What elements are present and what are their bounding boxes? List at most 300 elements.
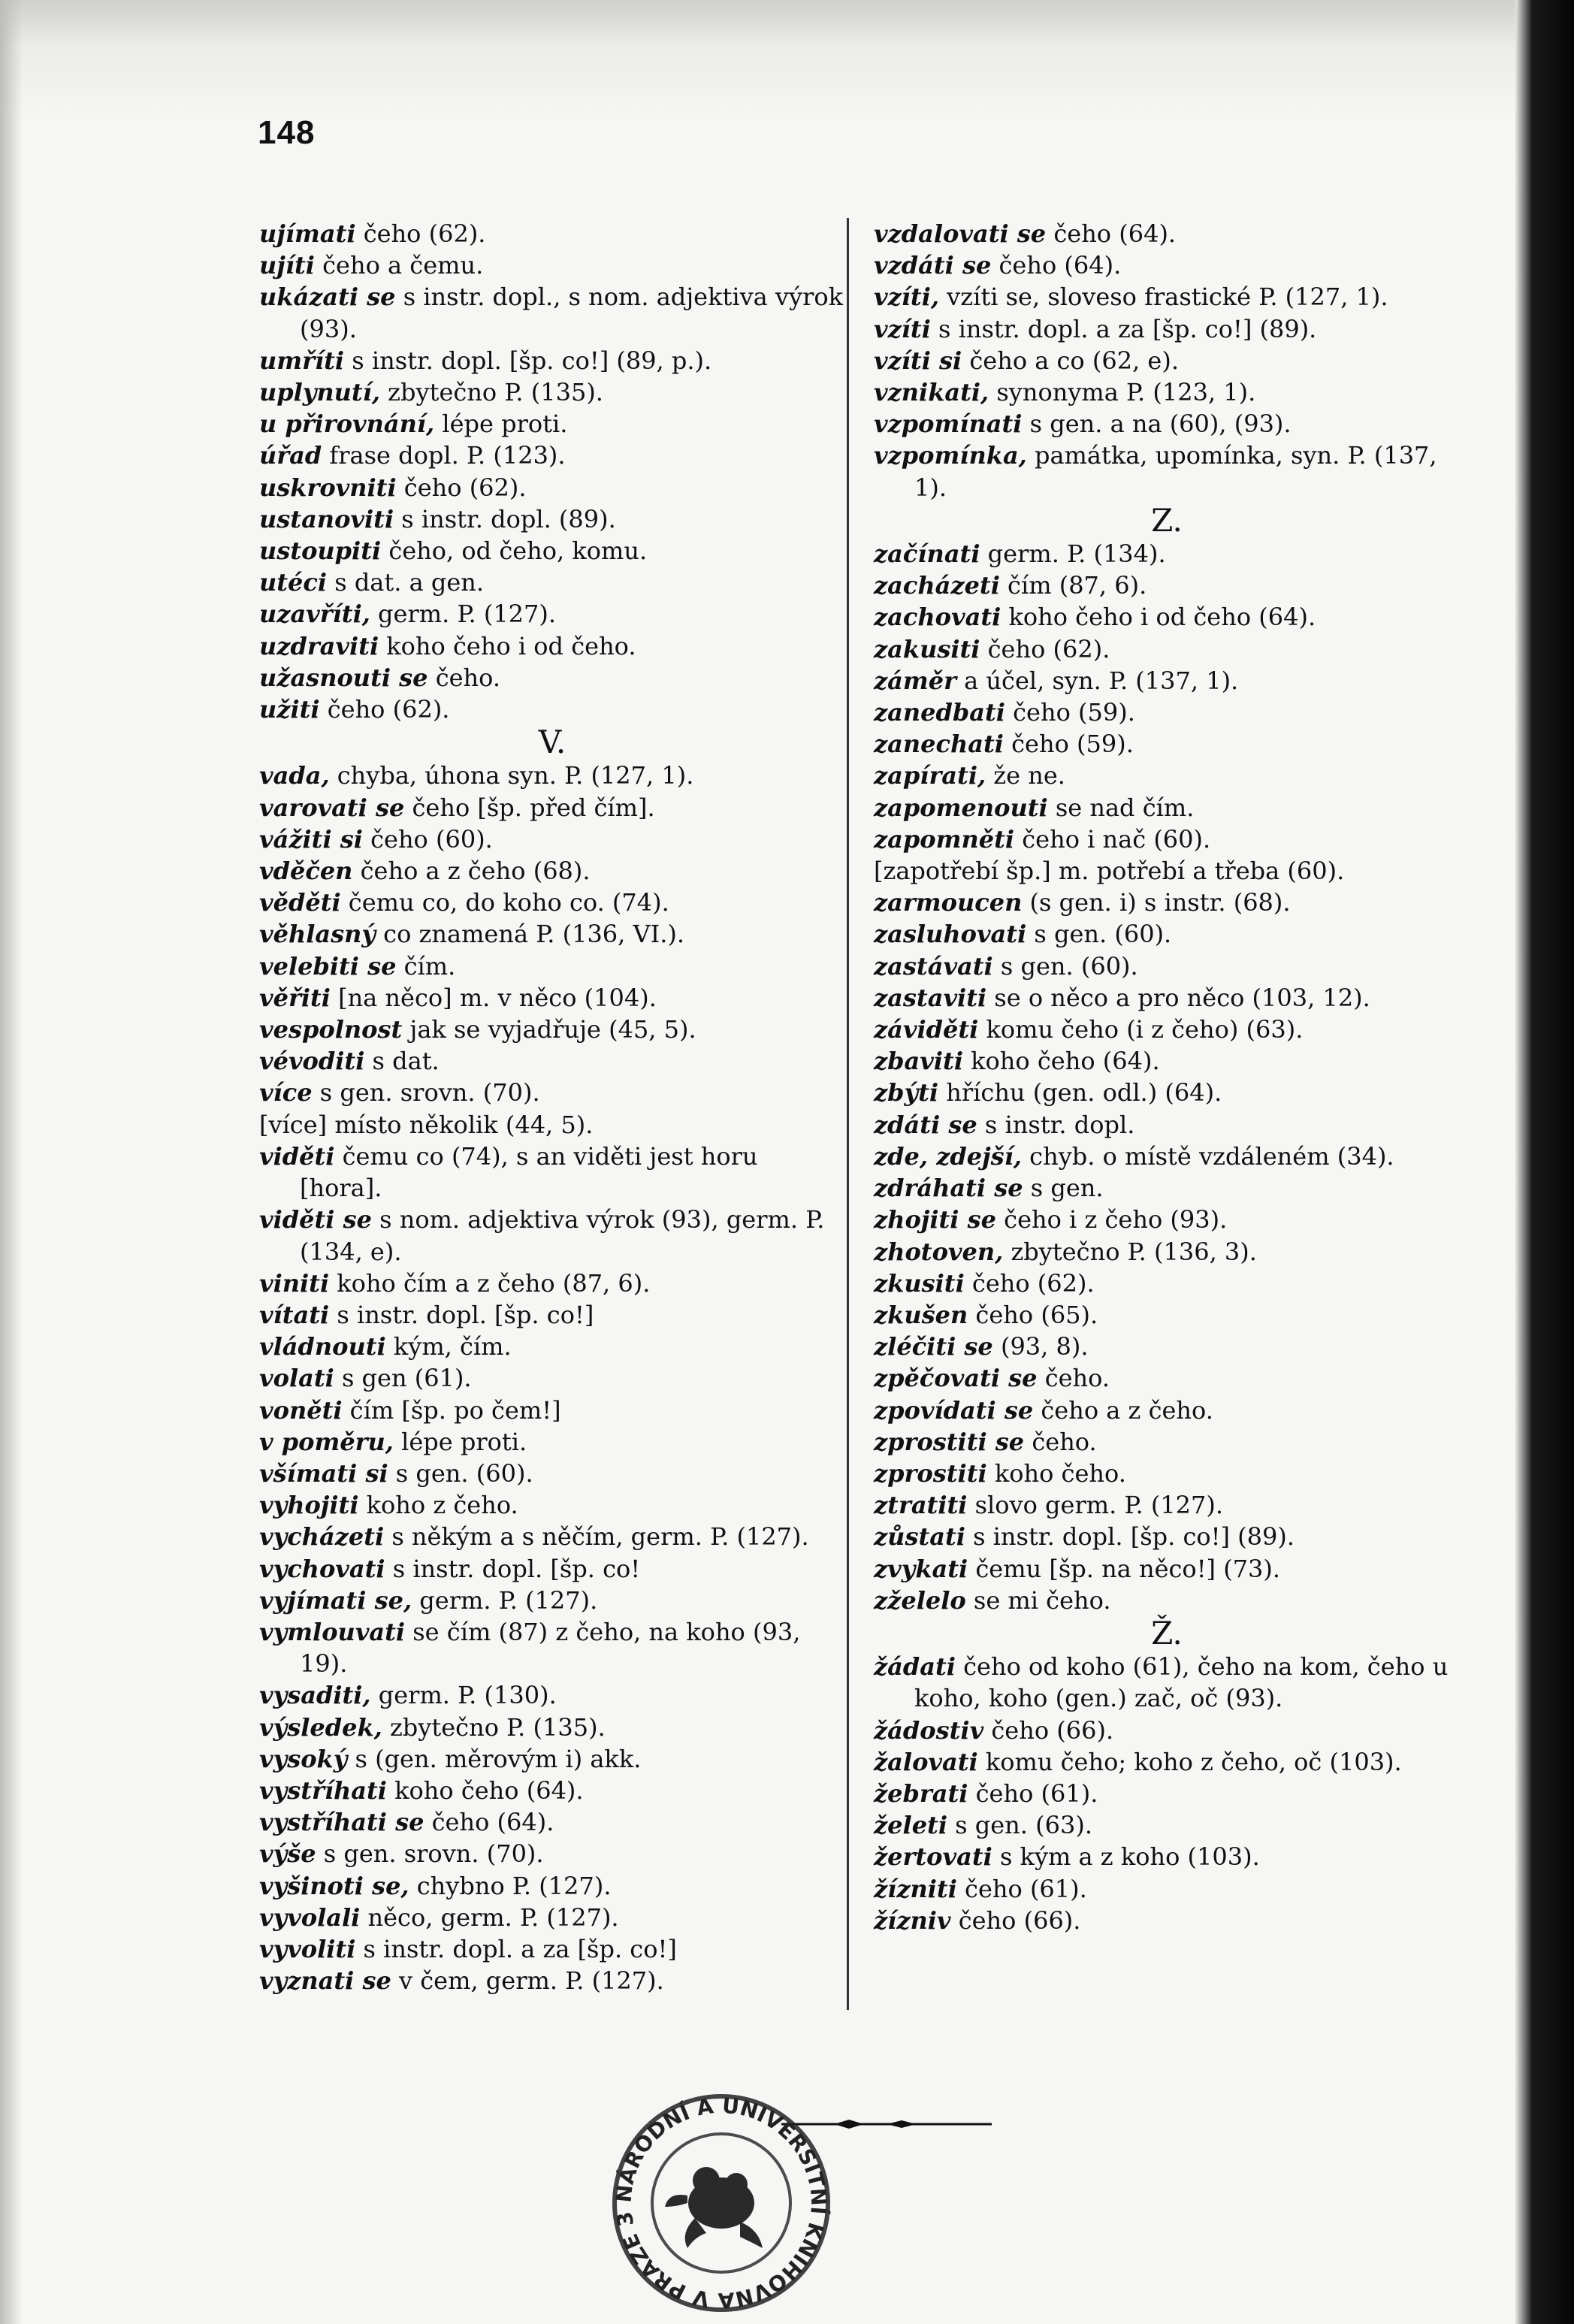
entry-text: hříchu (gen. odl.) (64). (938, 1078, 1222, 1108)
entry-text: čeho (66). (950, 1905, 1081, 1935)
entry-text: čeho (61). (956, 1874, 1087, 1903)
entry-headword: uskrovniti (259, 473, 397, 502)
dictionary-entry (874, 1426, 1460, 1458)
entry-headword: vyšinoti se, (259, 1871, 409, 1900)
entry-text: čím [šp. po čem!] (342, 1395, 561, 1425)
dictionary-entry (259, 1521, 845, 1552)
entry-text: s někým a s něčím, germ. P. (127). (384, 1522, 809, 1552)
entry-headword: vystříhati (259, 1775, 387, 1805)
dictionary-entry (259, 694, 845, 725)
entry-headword: varovati se (259, 793, 405, 822)
entry-headword: vyhojiti (259, 1491, 359, 1520)
right-column (874, 218, 1460, 1936)
dictionary-entry (874, 1905, 1460, 1936)
entry-headword: vzpomínka, (874, 441, 1027, 470)
entry-text: čeho (59). (1005, 698, 1135, 727)
entry-text: čeho. (1024, 1427, 1097, 1456)
dictionary-entry (259, 249, 845, 281)
dictionary-entry (874, 281, 1460, 313)
dictionary-entry (259, 792, 845, 824)
entry-text: frase dopl. P. (123). (322, 441, 566, 470)
entry-headword: žízniv (874, 1905, 951, 1935)
dictionary-entry (874, 950, 1460, 982)
entry-headword: zkušen (874, 1300, 968, 1329)
entry-headword: zpovídati se (874, 1395, 1034, 1425)
entry-text: kým, čím. (385, 1332, 512, 1361)
entry-text: čeho a z čeho (68). (352, 857, 591, 886)
entry-headword: vycházeti (259, 1522, 385, 1552)
dictionary-entry (259, 824, 845, 855)
entry-headword: zůstati (874, 1522, 965, 1552)
entry-headword: zanechati (874, 730, 1004, 759)
entry-headword: žízniti (874, 1874, 957, 1903)
entry-text: (s gen. i) s instr. (68). (1022, 888, 1291, 917)
dictionary-entry (874, 1331, 1460, 1362)
entry-headword: vzdalovati se (874, 219, 1047, 248)
entry-text: čím. (396, 951, 456, 981)
entry-headword: ukázati se (259, 283, 396, 312)
entry-text: koho čeho (64). (386, 1775, 584, 1805)
entry-text: zbytečno P. (135). (382, 1712, 606, 1742)
dictionary-entry (874, 855, 1460, 887)
entry-headword: vada, (259, 761, 330, 790)
entry-text: jak se vyjadřuje (45, 5). (402, 1015, 696, 1044)
entry-text: něco, germ. P. (127). (360, 1902, 619, 1932)
entry-text: čeho. (427, 663, 501, 692)
entry-headword: vyjímati se, (259, 1585, 412, 1615)
entry-text: čemu [šp. na něco!] (73). (968, 1554, 1281, 1583)
dictionary-entry (259, 535, 845, 567)
entry-headword: zapomenouti (874, 793, 1048, 822)
entry-text: s instr. dopl. [šp. co! (385, 1554, 641, 1583)
entry-headword: vážiti si (259, 824, 363, 854)
dictionary-entry (874, 728, 1460, 760)
entry-headword: ustoupiti (259, 536, 382, 566)
entry-text: čeho (65). (968, 1300, 1098, 1329)
entry-text: s dat. a gen. (327, 568, 485, 597)
entry-headword: žertovati (874, 1842, 992, 1872)
dictionary-entry (259, 1331, 845, 1362)
dictionary-entry (259, 982, 845, 1014)
entry-headword: vyvoliti (259, 1934, 356, 1963)
entry-text: koho čeho i od čeho. (379, 631, 636, 660)
entry-text: čeho (60). (362, 824, 493, 854)
entry-text: germ. P. (127). (412, 1585, 598, 1615)
dictionary-entry (259, 1933, 845, 1965)
section-letter: Ž. (1151, 1614, 1183, 1652)
entry-text: čím (87, 6). (999, 571, 1147, 600)
dictionary-entry (259, 1141, 845, 1204)
entry-headword: záměr (874, 666, 956, 695)
dictionary-entry (259, 281, 845, 344)
entry-text: s instr. dopl. a za [šp. co!] (355, 1934, 677, 1963)
dictionary-entry (874, 345, 1460, 376)
dictionary-entry (259, 1395, 845, 1426)
entry-text: chybno P. (127). (409, 1871, 612, 1900)
entry-headword: zde, zdejší, (874, 1141, 1022, 1171)
entry-headword: zbýti (874, 1078, 939, 1108)
entry-text: s gen. (1023, 1174, 1104, 1203)
dictionary-entry (259, 1077, 845, 1108)
dictionary-entry (259, 1965, 845, 1996)
dictionary-entry (874, 313, 1460, 345)
dictionary-entry (259, 1775, 845, 1806)
dictionary-entry (259, 1902, 845, 1933)
entry-headword: vzíti si (874, 346, 962, 375)
entry-headword: želeti (874, 1811, 947, 1840)
entry-text: čeho (62). (319, 695, 450, 724)
entry-text: s gen. srovn. (70). (312, 1078, 540, 1108)
dictionary-entry (259, 345, 845, 376)
entry-text: a účel, syn. P. (137, 1). (956, 666, 1239, 695)
entry-headword: velebiti se (259, 951, 397, 981)
dictionary-entry (874, 792, 1460, 824)
entry-headword: voněti (259, 1395, 343, 1425)
entry-headword: vévoditi (259, 1047, 365, 1076)
entry-headword: uzdraviti (259, 631, 379, 660)
dictionary-entry (259, 1806, 845, 1838)
dictionary-entry (259, 1109, 845, 1141)
dictionary-entry (874, 1172, 1460, 1204)
entry-headword: zpěčovati se (874, 1364, 1038, 1393)
entry-headword: zželelo (874, 1585, 966, 1615)
entry-text: koho čeho. (986, 1458, 1126, 1488)
dictionary-entry (874, 1362, 1460, 1394)
entry-text: se o něco a pro něco (103, 12). (986, 983, 1370, 1012)
entry-text: s instr. dopl. [šp. co!] (329, 1300, 594, 1329)
entry-headword: zvykati (874, 1554, 968, 1583)
entry-text: chyb. o místě vzdáleném (34). (1021, 1141, 1394, 1171)
page-number: 148 (258, 114, 316, 151)
entry-text: koho z čeho. (358, 1491, 518, 1520)
entry-text: čeho (62). (355, 219, 486, 248)
dictionary-entry (874, 633, 1460, 665)
entry-text: čemu co, do koho co. (74). (340, 888, 669, 917)
entry-text: koho čím a z čeho (87, 6). (329, 1268, 651, 1298)
entry-headword: žebrati (874, 1779, 968, 1808)
dictionary-entry (874, 887, 1460, 918)
dictionary-entry (874, 1778, 1460, 1809)
entry-headword: zhotoven, (874, 1237, 1004, 1266)
entry-text: čeho a z čeho. (1033, 1395, 1213, 1425)
dictionary-entry (874, 1489, 1460, 1521)
entry-text: s gen. srovn. (70). (316, 1839, 544, 1869)
entry-headword: žádati (874, 1652, 956, 1682)
entry-headword: uplynutí, (259, 378, 380, 407)
dictionary-entry (259, 1204, 845, 1267)
entry-text: čeho i z čeho (93). (995, 1205, 1228, 1235)
dictionary-entry (259, 218, 845, 249)
entry-headword: ztratiti (874, 1491, 968, 1520)
dictionary-entry (874, 1458, 1460, 1489)
entry-text: zbytečno P. (135). (380, 378, 603, 407)
dictionary-entry (874, 1521, 1460, 1552)
entry-headword: ustanoviti (259, 504, 394, 533)
entry-text: zbytečno P. (136, 3). (1003, 1237, 1257, 1266)
dictionary-entry (874, 918, 1460, 950)
entry-headword: vychovati (259, 1554, 385, 1583)
entry-text: čeho, od čeho, komu. (381, 536, 648, 566)
entry-headword: vítati (259, 1300, 330, 1329)
entry-headword: vzíti, (874, 283, 939, 312)
entry-headword: zacházeti (874, 571, 1000, 600)
entry-text: s gen. (63). (947, 1811, 1092, 1840)
entry-text: [více] místo několik (44, 5). (259, 1110, 594, 1139)
entry-text: čeho (62). (980, 634, 1110, 663)
section-letter: V. (538, 724, 566, 761)
entry-text: lépe proti. (434, 409, 568, 439)
dictionary-entry (874, 538, 1460, 570)
entry-headword: vděčen (259, 857, 353, 886)
dictionary-entry (874, 1141, 1460, 1172)
lion-emblem-icon (665, 2167, 763, 2248)
entry-headword: viniti (259, 1268, 330, 1298)
dictionary-entry (874, 218, 1460, 249)
dictionary-entry (874, 1077, 1460, 1108)
entry-headword: zprostiti se (874, 1427, 1025, 1456)
entry-text: čeho od koho (61), čeho na kom, čeho u koho, koho (gen.) zač, oč (93). (914, 1652, 1449, 1713)
entry-headword: zakusiti (874, 634, 980, 663)
entry-text: s instr. dopl. [šp. co!] (89, p.). (344, 346, 712, 375)
entry-text: s gen (61). (334, 1364, 472, 1393)
dictionary-entry (259, 1299, 845, 1331)
dictionary-entry (259, 376, 845, 408)
dictionary-entry (874, 1045, 1460, 1077)
entry-headword: užasnouti se (259, 663, 428, 692)
entry-headword: zkusiti (874, 1268, 965, 1298)
entry-text: čeho (66). (983, 1715, 1114, 1745)
entry-headword: zapírati, (874, 761, 986, 790)
section-letter: Z. (1151, 501, 1183, 539)
entry-text: čeho a čemu. (314, 251, 484, 280)
dictionary-entry (259, 598, 845, 630)
dictionary-entry (259, 1712, 845, 1743)
entry-headword: výše (259, 1839, 316, 1869)
dictionary-entry (874, 1809, 1460, 1841)
entry-headword: výsledek, (259, 1712, 382, 1742)
library-stamp (597, 2090, 845, 2316)
entry-text: lépe proti. (393, 1427, 527, 1456)
entry-headword: více (259, 1078, 313, 1108)
dictionary-entry (874, 1746, 1460, 1778)
entry-text: s instr. dopl., s nom. adjektiva výrok (93). (300, 283, 844, 343)
dictionary-entry (259, 918, 845, 950)
dictionary-entry (874, 1873, 1460, 1905)
entry-text: s instr. dopl. a za [šp. co!] (89). (930, 314, 1317, 343)
entry-text: čeho (62). (396, 473, 527, 502)
entry-text: čeho (64). (1046, 219, 1177, 248)
entry-text: čeho. (1037, 1364, 1110, 1393)
entry-text: germ. P. (134). (980, 539, 1166, 569)
entry-headword: vysoký (259, 1744, 348, 1773)
entry-text: že ne. (986, 761, 1065, 790)
dictionary-entry (874, 1651, 1460, 1714)
dictionary-entry (874, 408, 1460, 440)
stamp-text: NÁRODNÍ A UNIVERSITNÍ KNIHOVNA V PRAZE 3 (611, 2093, 832, 2313)
dictionary-entry (259, 887, 845, 918)
entry-headword: začínati (874, 539, 980, 569)
entry-headword: vládnouti (259, 1332, 386, 1361)
dictionary-entry (874, 570, 1460, 601)
dictionary-entry (874, 665, 1460, 697)
dictionary-entry (259, 1014, 845, 1045)
entry-headword: vymlouvati (259, 1617, 406, 1646)
entry-headword: všímati si (259, 1458, 388, 1488)
entry-text: slovo germ. P. (127). (967, 1491, 1224, 1520)
entry-headword: volati (259, 1364, 334, 1393)
dictionary-entry (259, 1870, 845, 1902)
dictionary-entry (874, 376, 1460, 408)
dictionary-entry (259, 950, 845, 982)
entry-headword: zprostiti (874, 1458, 987, 1488)
entry-headword: žalovati (874, 1747, 978, 1776)
entry-text: čeho a co (62, e). (962, 346, 1179, 375)
entry-text: čeho (59). (1003, 730, 1134, 759)
entry-headword: vysaditi, (259, 1681, 371, 1710)
dictionary-entry (259, 1585, 845, 1616)
entry-text: s gen. (60). (1026, 920, 1172, 949)
dictionary-entry (874, 824, 1460, 855)
dictionary-entry (259, 1268, 845, 1299)
entry-headword: zanedbati (874, 698, 1005, 727)
entry-text: čemu co (74), s an viděti jest horu [hora]. (300, 1141, 758, 1203)
entry-text: s gen. (60). (992, 951, 1138, 981)
dictionary-entry (874, 1553, 1460, 1585)
entry-text: co znamená P. (136, VI.). (375, 920, 685, 949)
entry-text: čeho i nač (60). (1014, 824, 1211, 854)
dictionary-entry (874, 1268, 1460, 1299)
entry-headword: zléčiti se (874, 1332, 993, 1361)
entry-headword: zasluhovati (874, 920, 1027, 949)
entry-headword: zachovati (874, 603, 1001, 632)
entry-headword: věděti (259, 888, 341, 917)
entry-headword: zhojiti se (874, 1205, 996, 1235)
dictionary-entry (259, 1362, 845, 1394)
entry-headword: vyvolali (259, 1902, 361, 1932)
entry-headword: vznikati, (874, 378, 989, 407)
dictionary-entry (259, 440, 845, 471)
dictionary-entry (874, 760, 1460, 791)
entry-headword: vzpomínati (874, 409, 1023, 439)
entry-text: s gen. a na (60), (93). (1022, 409, 1292, 439)
left-column (259, 218, 845, 1996)
dictionary-entry (259, 472, 845, 503)
entry-headword: věhlasný (259, 920, 376, 949)
dictionary-entry (259, 1458, 845, 1489)
entry-headword: věřiti (259, 983, 331, 1012)
dictionary-entry (874, 982, 1460, 1014)
entry-headword: vzdáti se (874, 251, 992, 280)
entry-headword: zarmoucen (874, 888, 1023, 917)
entry-headword: vystříhati se (259, 1808, 424, 1837)
entry-headword: zastaviti (874, 983, 987, 1012)
entry-headword: v poměru, (259, 1427, 394, 1456)
entry-text: s nom. adjektiva výrok (93), germ. P. (134, e). (300, 1205, 825, 1266)
entry-headword: utéci (259, 568, 328, 597)
entry-headword: vzíti (874, 314, 931, 343)
column-divider (847, 218, 849, 2010)
entry-text: s instr. dopl. [šp. co!] (89). (965, 1522, 1295, 1552)
dictionary-entry (874, 1395, 1460, 1426)
dictionary-entry (259, 662, 845, 694)
dictionary-entry (874, 601, 1460, 633)
entry-headword: úřad (259, 441, 322, 470)
entry-text: čeho [šp. před čím]. (404, 793, 655, 822)
dictionary-entry (259, 408, 845, 440)
entry-text: [zapotřebí šp.] m. potřebí a třeba (60). (874, 857, 1345, 886)
entry-text: čeho (62). (964, 1268, 1095, 1298)
entry-headword: viděti (259, 1141, 335, 1171)
dictionary-entry (259, 567, 845, 598)
book-binding-edge (1515, 0, 1574, 2324)
dictionary-entry (874, 1204, 1460, 1235)
entry-text: komu čeho (i z čeho) (63). (978, 1015, 1304, 1044)
entry-text: germ. P. (130). (370, 1681, 557, 1710)
entry-headword: zdáti se (874, 1110, 977, 1139)
entry-headword: ujíti (259, 251, 315, 280)
page-left-edge (0, 0, 23, 2324)
entry-text: s (gen. měrovým i) akk. (347, 1744, 642, 1773)
entry-headword: zastávati (874, 951, 993, 981)
entry-text: s kým a z koho (103). (992, 1842, 1260, 1872)
entry-headword: žádostiv (874, 1715, 984, 1745)
entry-text: se čím (87) z čeho, na koho (93, 19). (300, 1617, 801, 1679)
entry-text: čeho (64). (424, 1808, 554, 1837)
dictionary-entry (259, 1426, 845, 1458)
entry-headword: zapomněti (874, 824, 1015, 854)
entry-headword: umříti (259, 346, 345, 375)
entry-headword: ujímati (259, 219, 356, 248)
entry-headword: zbaviti (874, 1047, 963, 1076)
dictionary-entry (874, 1841, 1460, 1872)
entry-headword: vyznati se (259, 1966, 391, 1996)
dictionary-entry (259, 1838, 845, 1869)
dictionary-entry (259, 1489, 845, 1521)
entry-text: koho čeho (64). (962, 1047, 1160, 1076)
dictionary-entry (874, 1014, 1460, 1045)
dictionary-entry (874, 440, 1460, 503)
entry-headword: uzavříti, (259, 600, 370, 629)
dictionary-entry (874, 1109, 1460, 1141)
dictionary-entry (259, 1045, 845, 1077)
dictionary-entry (259, 1743, 845, 1775)
dictionary-entry (259, 1679, 845, 1711)
entry-text: (93, 8). (992, 1332, 1089, 1361)
dictionary-entry (874, 697, 1460, 728)
entry-text: s instr. dopl. (977, 1110, 1135, 1139)
entry-text: památka, upomínka, syn. P. (137, 1). (914, 441, 1437, 502)
dictionary-entry (259, 630, 845, 662)
dictionary-entry (874, 1715, 1460, 1746)
entry-text: čeho (61). (968, 1779, 1098, 1808)
dictionary-entry (259, 855, 845, 887)
dictionary-entry (259, 503, 845, 535)
entry-headword: užiti (259, 695, 320, 724)
dictionary-entry (259, 1553, 845, 1585)
dictionary-entry (259, 760, 845, 791)
dictionary-entry (874, 1299, 1460, 1331)
dictionary-entry (874, 1236, 1460, 1268)
dictionary-entry (259, 1616, 845, 1679)
entry-text: se nad čím. (1047, 793, 1195, 822)
entry-text: s dat. (364, 1047, 440, 1076)
entry-headword: záviděti (874, 1015, 979, 1044)
dictionary-entry (874, 249, 1460, 281)
entry-headword: u přirovnání, (259, 409, 435, 439)
entry-text: [na něco] m. v něco (104). (330, 983, 657, 1012)
entry-text: germ. P. (127). (370, 600, 557, 629)
entry-headword: zdráhati se (874, 1174, 1023, 1203)
